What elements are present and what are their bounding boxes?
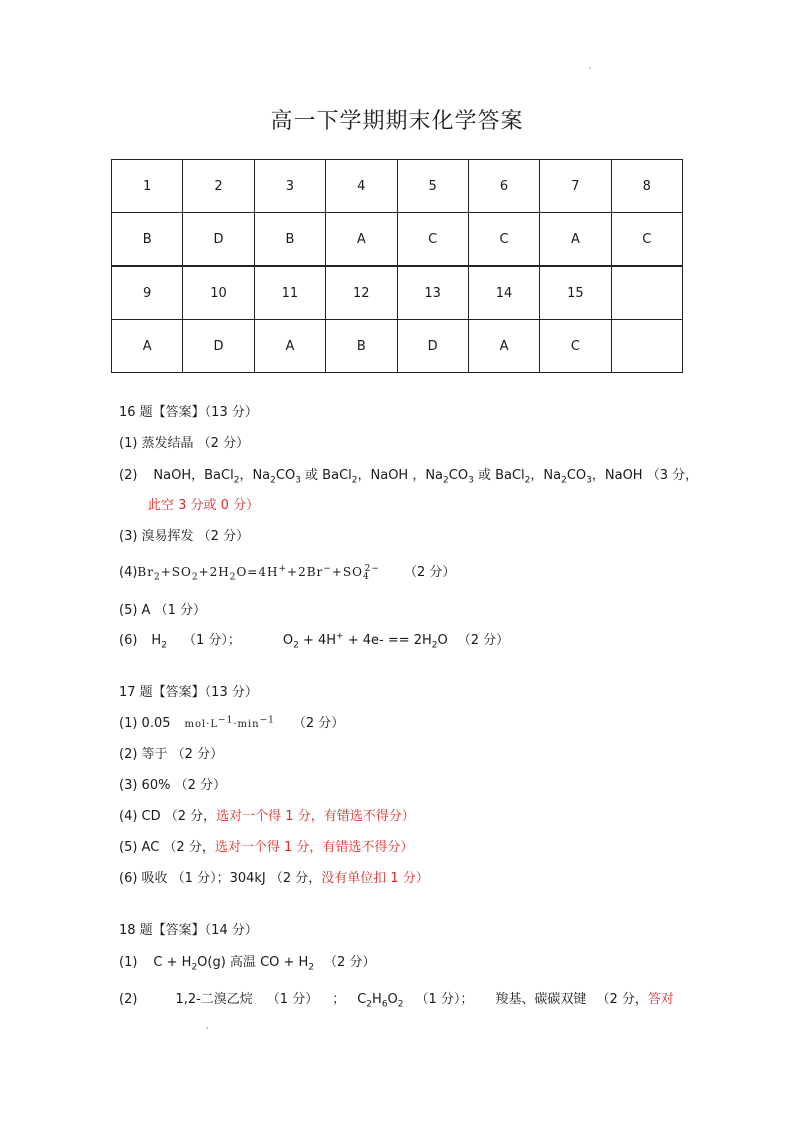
answer-cell: B bbox=[112, 213, 183, 267]
answer-cell: B bbox=[254, 213, 325, 267]
scan-dot bbox=[206, 1027, 208, 1029]
question-number-cell: 11 bbox=[254, 266, 325, 320]
question-number-cell: 6 bbox=[468, 160, 539, 213]
answer-cell: A bbox=[540, 213, 611, 267]
q17-line-4: (4) CD （2 分，选对一个得 1 分，有错选不得分） bbox=[119, 809, 415, 824]
answer-cell: A bbox=[112, 320, 183, 373]
question-number-cell: 14 bbox=[468, 266, 539, 320]
q18-line-1: (1) $C + H_2O(g)$ 高温 CO + $H_2$ （2 分） bbox=[119, 955, 376, 973]
answer-cell: C bbox=[611, 213, 682, 267]
question-number-cell: 3 bbox=[254, 160, 325, 213]
q17-line-6: (6) 吸收 （1 分）；304kJ （2 分，没有单位扣 1 分） bbox=[119, 871, 429, 886]
question-number-cell: 9 bbox=[112, 266, 183, 320]
q16-line-3: (3) 溴易挥发 （2 分） bbox=[119, 529, 250, 544]
answer-row bbox=[112, 213, 683, 267]
q16-line-5: (5) A （1 分） bbox=[119, 603, 206, 618]
q17-line-3: (3) 60% （2 分） bbox=[119, 778, 226, 793]
q16-line-2-note: 此空 3 分或 0 分） bbox=[148, 498, 260, 513]
answer-cell: D bbox=[183, 320, 254, 373]
answer-table bbox=[111, 159, 683, 373]
answer-cell: B bbox=[326, 320, 397, 373]
answer-cell: D bbox=[397, 320, 468, 373]
q17-line-2: (2) 等于 （2 分） bbox=[119, 747, 224, 762]
question-number-cell: 15 bbox=[540, 266, 611, 320]
question-number-row bbox=[112, 266, 683, 320]
answer-cell: D bbox=[183, 213, 254, 267]
question-number-cell: 1 bbox=[112, 160, 183, 213]
bromine-equation: $Br_2+SO_2+2H_2O=4H^++2Br^-+SO_4^{2-}$ bbox=[137, 564, 380, 583]
question-number-cell: 7 bbox=[540, 160, 611, 213]
question-number-cell: 8 bbox=[611, 160, 682, 213]
q16-line-1: (1) 蒸发结晶 （2 分） bbox=[119, 436, 250, 451]
q16-line-4: $(4)Br_2+SO_2+2H_2O=4H^++2Br^-+SO_4^{2-}$ （2 分） bbox=[119, 564, 456, 583]
q16-line-2: (2) NaOH，BaCl$_2$，$Na_2CO_3$ 或 BaCl$_2$，NaOH ，$Na_2CO_3$ 或 BaCl$_2$，$Na_2CO_3$，NaOH （3 分， bbox=[119, 468, 699, 486]
question-number-cell: 4 bbox=[326, 160, 397, 213]
q17-line-1: (1) 0.05 $mol\cdot L^{-1}\cdot\min^{-1}$ （2 分） bbox=[119, 715, 345, 731]
answer-row bbox=[112, 320, 683, 373]
question-number-cell: 10 bbox=[183, 266, 254, 320]
answer-cell: C bbox=[540, 320, 611, 373]
question-number-cell: 5 bbox=[397, 160, 468, 213]
question-number-cell bbox=[611, 266, 682, 320]
q18-line-2: (2) 1,2-二溴乙烷 （1 分） ； $C_2H_6O_2$ （1 分）； 羧基、碳碳双键 （2 分，答对 bbox=[119, 992, 674, 1010]
answer-cell: A bbox=[254, 320, 325, 373]
q16-line-6: (6) $H_2$ （1 分）； $O_2 + 4H^+ + 4e- == 2H_2O$ （2 分） bbox=[119, 631, 510, 651]
rate-unit: $mol\cdot L^{-1}\cdot\min^{-1}$ bbox=[184, 715, 275, 730]
q18-header: 18 题【答案】（14 分） bbox=[119, 923, 258, 938]
question-number-cell: 12 bbox=[326, 266, 397, 320]
question-number-cell: 2 bbox=[183, 160, 254, 213]
q17-header: 17 题【答案】（13 分） bbox=[119, 685, 258, 700]
question-number-row bbox=[112, 160, 683, 213]
question-number-cell: 13 bbox=[397, 266, 468, 320]
page-title: 高一下学期期末化学答案 bbox=[270, 109, 524, 134]
scan-dot bbox=[589, 67, 591, 69]
answer-cell: C bbox=[468, 213, 539, 267]
answer-cell: A bbox=[468, 320, 539, 373]
q16-header: 16 题【答案】（13 分） bbox=[119, 405, 258, 420]
answer-cell: C bbox=[397, 213, 468, 267]
q17-line-5: (5) AC （2 分，选对一个得 1 分，有错选不得分） bbox=[119, 840, 414, 855]
answer-cell bbox=[611, 320, 682, 373]
answer-cell: A bbox=[326, 213, 397, 267]
